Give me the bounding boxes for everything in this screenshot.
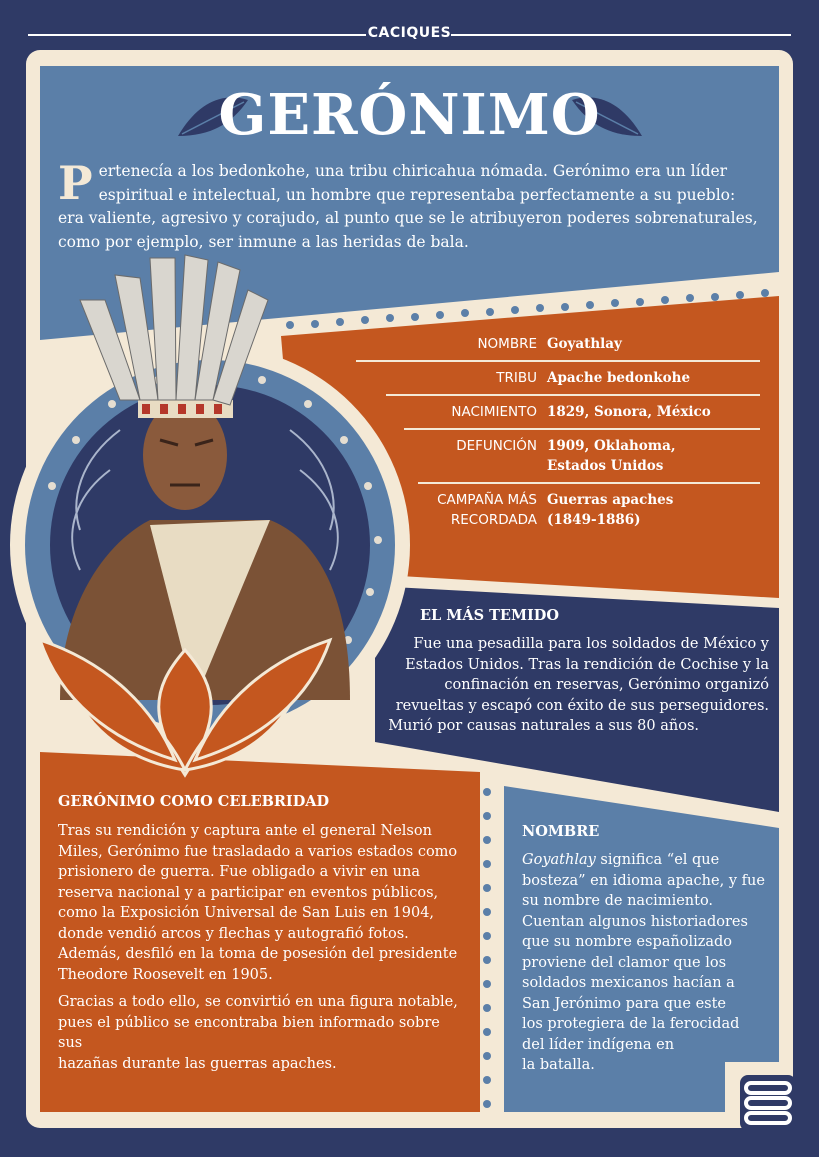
text-line: pues el público se encontraba bien informado sobre sus [58,1014,440,1051]
fact-label [356,490,537,530]
fact-label-line: RECORDADA [450,512,537,528]
text-line: como la Exposición Universal de San Luis en 1904, [58,905,435,921]
text-line: Theodore Roosevelt en 1905. [58,966,273,983]
text-line: Cuentan algunos historiadores [522,913,748,930]
text-line: Miles, Gerónimo fue trasladado a varios estados como [58,843,458,860]
text-line: Además, desfiló en la toma de posesión del presidente [58,946,458,962]
celebridad-heading: GERÓNIMO COMO CELEBRIDAD [58,793,330,810]
fact-label: TRIBU [496,370,537,386]
nombre-heading: NOMBRE [522,823,600,840]
celebridad-paragraph-1 [58,821,468,985]
drop-cap: P [58,156,93,210]
text-line: Tras su rendición y captura ante el general Nelson [58,823,432,839]
celebridad-paragraph-2 [58,992,468,1074]
divider [418,482,760,484]
fact-value-line: Guerras apaches [547,492,674,508]
fact-value-line: Estados Unidos [547,458,664,474]
text-line: soldados mexicanos hacían a [522,975,735,991]
text-line: hazañas durante las guerras apaches. [58,1055,337,1072]
text-line: San Jerónimo para que este [522,995,726,1012]
italic-name: Goyathlay [522,852,596,868]
text-line: del líder indígena en [522,1036,675,1053]
intro-paragraph [58,156,758,254]
text-line: Murió por causas naturales a sus 80 años. [388,718,699,734]
fact-value-line: 1909, Oklahoma, [547,438,676,454]
text-line: Estados Unidos. Tras la rendición de Cochise y la [405,656,769,673]
text-line: donde vendió arcos y flechas y autografió fotos. [58,925,409,942]
section-label: CACIQUES [367,25,452,41]
text-line: Fue una pesadilla para los soldados de México y [413,636,769,652]
text-fragment: significa “el que [595,852,720,868]
fact-value: Apache bedonkohe [547,370,691,386]
nombre-text [522,850,772,1076]
text-line [522,850,772,871]
divider [404,428,760,430]
text-line: Gracias a todo ello, se convirtió en una figura notable, [58,994,458,1010]
fact-label: DEFUNCIÓN [456,438,537,454]
text-line: bosteza” en idioma apache, y fue [522,872,765,889]
text-line: su nombre de nacimiento. [522,893,714,909]
text-line: revueltas y escapó con éxito de sus perseguidores. [395,697,769,714]
text-line: proviene del clamor que los [522,954,727,971]
text-line: que su nombre españolizado [522,934,733,950]
text-line: prisionero de guerra. Fue obligado a vivir en una [58,864,420,880]
text-line: la batalla. [522,1057,595,1073]
logo-icon [740,1075,796,1131]
text-line: confinación en reservas, Gerónimo organizó [444,677,769,693]
fact-value [547,490,760,530]
divider [356,360,760,362]
text-line: los protegiera de la ferocidad [522,1016,740,1032]
temido-heading: EL MÁS TEMIDO [420,607,559,624]
fact-value: Goyathlay [547,336,622,352]
fact-value [547,436,760,476]
fact-value: 1829, Sonora, México [547,404,711,420]
fact-label: NOMBRE [477,336,537,352]
divider [386,394,760,396]
page-title: GERÓNIMO [218,82,601,148]
intro-text: ertenecía a los bedonkohe, una tribu chiricahua nómada. Gerónimo era un líder espiritual e intelectual, un hombre que representaba perfectamente a su pueblo: era valiente, agresivo y corajudo, al punto que se le atribuyeron poderes sobrenaturales, como por ejemplo, ser inmune a las heridas de bala. [58,162,758,251]
text-line: reserva nacional y a participar en eventos públicos, [58,884,439,901]
temido-text [374,634,769,737]
scallop-column [483,788,491,1108]
fact-value-line: (1849-1886) [547,512,641,528]
fact-label-line: CAMPAÑA MÁS [437,492,537,508]
fact-label: NACIMIENTO [451,404,537,420]
